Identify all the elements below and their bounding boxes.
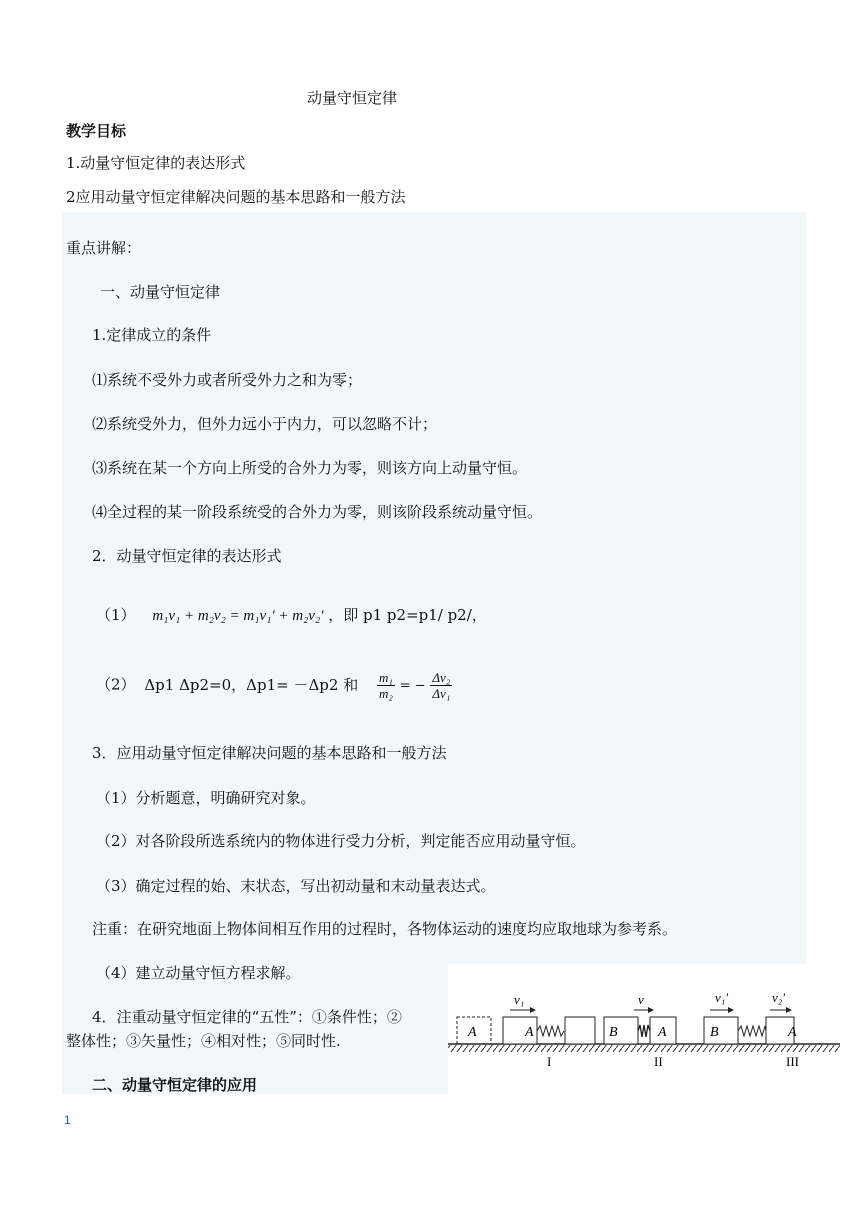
spring-stage-2-compressed xyxy=(638,1025,650,1037)
fraction-equals-minus: = − xyxy=(399,678,426,694)
block-a-initial-label: A xyxy=(468,1025,477,1040)
mass-ratio-numerator: m₁ xyxy=(379,670,393,685)
condition-4: ⑷全过程的某一阶段系统受的合外力为零，则该阶段系统动量守恒。 xyxy=(92,503,543,521)
condition-3: ⑶系统在某一个方向上所受的合外力为零，则该方向上动量守恒。 xyxy=(92,459,528,477)
v-label: v xyxy=(638,992,644,1007)
form-1-label: （1） xyxy=(96,606,136,624)
page-number: 1 xyxy=(64,1113,71,1127)
objectives-heading: 教学目标 xyxy=(66,122,127,140)
v1-prime-arrowhead xyxy=(728,1007,734,1013)
stage-2-label: II xyxy=(654,1054,663,1069)
step-3: （3）确定过程的始、末状态，写出初动量和末动量表达式。 xyxy=(96,877,496,895)
reference-frame-note: 注重：在研究地面上物体间相互作用的过程时，各物体运动的速度均应取地球为参考系。 xyxy=(92,920,678,938)
step-1: （1）分析题意，明确研究对象。 xyxy=(96,789,316,807)
five-properties-line-2: 整体性；③矢量性；④相对性；⑤同时性. xyxy=(66,1032,341,1050)
condition-1: ⑴系统不受外力或者所受外力之和为零； xyxy=(92,371,363,389)
method-heading: 3．应用动量守恒定律解决问题的基本思路和一般方法 xyxy=(92,744,447,762)
five-properties-line-1: 4．注重动量守恒定律的“五性”：①条件性；② xyxy=(92,1008,402,1026)
block-b-stage-1 xyxy=(565,1017,595,1044)
form-1-equation: m₁v₁ + m₂v₂ = m₁v₁′ + m₂v₂′ xyxy=(152,608,324,624)
condition-2: ⑵系统受外力，但外力远小于内力，可以忽略不计； xyxy=(92,415,438,433)
step-4: （4）建立动量守恒方程求解。 xyxy=(96,964,301,982)
v1-label: v₁ xyxy=(514,992,525,1007)
spring-stage-1 xyxy=(537,1026,564,1036)
v1-prime-label: v₁′ xyxy=(715,990,729,1005)
section-2-heading: 二、动量守恒定律的应用 xyxy=(92,1076,258,1094)
objective-item-1: 1.动量守恒定律的表达形式 xyxy=(66,154,246,172)
objective-item-2: 2应用动量守恒定律解决问题的基本思路和一般方法 xyxy=(66,188,406,206)
block-b-stage-2-label: B xyxy=(609,1025,618,1040)
form-2-label: （2） xyxy=(96,675,136,694)
block-a-stage-2-label: A xyxy=(658,1025,667,1040)
block-a-stage-1-label: A xyxy=(525,1025,534,1040)
step-2: （2）对各阶段所选系统内的物体进行受力分析，判定能否应用动量守恒。 xyxy=(96,832,586,850)
velocity-change-fraction xyxy=(430,670,452,701)
form-2-text: Δp1 Δp2=0，Δp1= －Δp2 和 xyxy=(144,675,359,694)
velocity-change-denominator: Δv₁ xyxy=(432,686,451,701)
v2-prime-arrowhead xyxy=(786,1007,792,1013)
section-1-heading: 一、动量守恒定律 xyxy=(100,283,221,301)
velocity-change-numerator: Δv₂ xyxy=(432,670,451,685)
spring-stage-3 xyxy=(738,1026,766,1036)
ground-hatching xyxy=(448,1045,840,1052)
v-arrowhead xyxy=(648,1007,654,1013)
v2-prime-label: v₂′ xyxy=(772,990,786,1005)
forms-heading: 2．动量守恒定律的表达形式 xyxy=(92,547,282,565)
block-b-stage-3-label: B xyxy=(710,1025,719,1040)
form-2-line xyxy=(96,670,452,701)
stage-1-label: I xyxy=(547,1054,552,1069)
collision-diagram xyxy=(448,984,844,1070)
mass-ratio-fraction xyxy=(377,670,395,701)
form-1-line xyxy=(96,605,487,626)
mass-ratio-denominator: m₂ xyxy=(379,686,393,701)
v1-arrowhead xyxy=(530,1007,536,1013)
form-1-tail: ，即 p1 p2=p1/ p2/， xyxy=(328,606,487,624)
key-points-label: 重点讲解： xyxy=(66,239,142,257)
conditions-heading: 1.定律成立的条件 xyxy=(92,326,212,344)
page-title: 动量守恒定律 xyxy=(307,89,398,107)
stage-3-label: III xyxy=(786,1054,799,1069)
block-a-stage-3-label: A xyxy=(788,1025,797,1040)
